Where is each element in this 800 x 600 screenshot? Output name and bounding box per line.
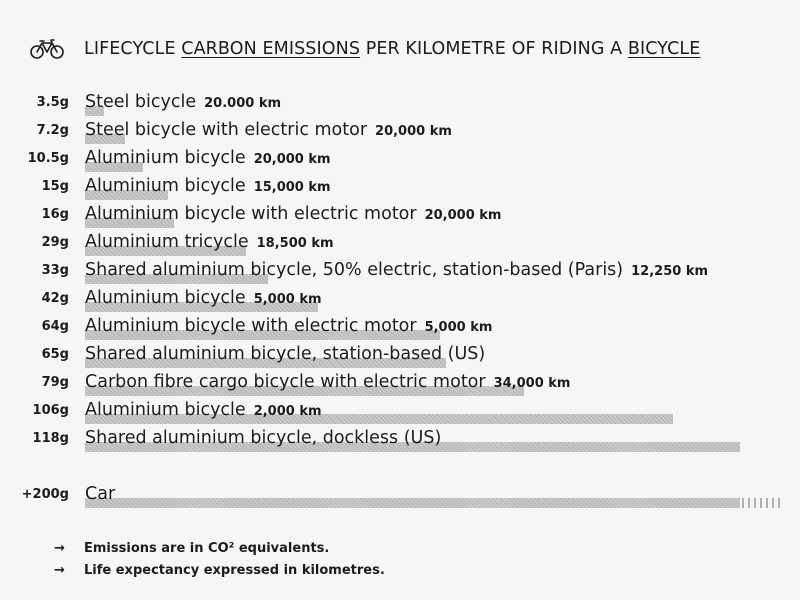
category-label	[85, 176, 331, 196]
bar-row	[0, 428, 800, 456]
category-name: Aluminium bicycle	[85, 176, 246, 196]
category-label	[85, 92, 281, 112]
note-emissions-text: Emissions are in CO² equivalents.	[84, 540, 330, 556]
notes	[54, 537, 385, 581]
bar-row	[0, 232, 800, 260]
value-label: 15g	[41, 179, 69, 194]
category-label	[85, 148, 331, 168]
lifespan-label: 20,000 km	[253, 152, 331, 167]
bar-row	[0, 316, 800, 344]
title-bicycle: BICYCLE	[627, 39, 701, 59]
bar-row	[0, 400, 800, 428]
category-name: Aluminium bicycle with electric motor	[85, 316, 417, 336]
category-name: Aluminium bicycle	[85, 400, 246, 420]
value-label: 3.5g	[36, 95, 69, 110]
category-name: Shared aluminium bicycle, 50% electric, station-based (Paris)	[85, 260, 624, 280]
value-label: 10.5g	[27, 151, 69, 166]
lifespan-label: 20.000 km	[204, 96, 282, 111]
category-name: Shared aluminium bicycle, dockless (US)	[85, 428, 442, 448]
category-name: Aluminium bicycle	[85, 288, 246, 308]
lifespan-label: 5,000 km	[253, 292, 322, 307]
category-label	[85, 120, 452, 140]
category-label	[85, 372, 570, 392]
note-emissions	[54, 537, 385, 559]
value-label: 64g	[41, 319, 69, 334]
category-label	[85, 288, 322, 308]
arrow-right-icon: →	[54, 540, 65, 556]
category-name: Shared aluminium bicycle, station-based (US)	[85, 344, 486, 364]
bar-row	[0, 260, 800, 288]
bar-row	[0, 288, 800, 316]
bar-row	[0, 344, 800, 372]
category-name: Steel bicycle	[85, 92, 197, 112]
category-name: Car	[85, 484, 116, 504]
note-lifespan-text: Life expectancy expressed in kilometres.	[84, 562, 385, 578]
value-label: 33g	[41, 263, 69, 278]
bar-row	[0, 372, 800, 400]
category-label	[85, 428, 441, 448]
category-label	[85, 204, 501, 224]
arrow-right-icon: →	[54, 562, 65, 578]
value-label: 106g	[32, 403, 69, 418]
value-label: +200g	[21, 487, 69, 502]
lifespan-label: 18,500 km	[256, 236, 334, 251]
category-label	[85, 344, 485, 364]
bar-row	[0, 120, 800, 148]
category-label	[85, 484, 115, 504]
bar-row	[0, 176, 800, 204]
lifespan-label: 12,250 km	[631, 264, 709, 279]
value-label: 65g	[41, 347, 69, 362]
category-name: Steel bicycle with electric motor	[85, 120, 368, 140]
lifespan-label: 20,000 km	[424, 208, 502, 223]
lifespan-label: 20,000 km	[375, 124, 452, 139]
category-name: Carbon fibre cargo bicycle with electric motor	[85, 372, 486, 392]
bar-row	[0, 484, 800, 512]
category-name: Aluminium bicycle	[85, 148, 246, 168]
category-label	[85, 260, 708, 280]
bar-row	[0, 92, 800, 120]
value-label: 29g	[41, 235, 69, 250]
note-lifespan	[54, 559, 385, 581]
lifespan-label: 2,000 km	[253, 404, 322, 419]
bar-row	[0, 148, 800, 176]
category-label	[85, 232, 334, 252]
bar-row	[0, 204, 800, 232]
title-text-1: LIFECYCLE	[84, 39, 182, 59]
value-label: 79g	[41, 375, 69, 390]
value-label: 118g	[32, 431, 69, 446]
value-label: 7.2g	[36, 123, 69, 138]
category-label	[85, 400, 322, 420]
lifespan-label: 5,000 km	[424, 320, 493, 335]
lifespan-label: 15,000 km	[253, 180, 331, 195]
value-label: 16g	[41, 207, 69, 222]
value-label: 42g	[41, 291, 69, 306]
bar	[85, 498, 740, 508]
title-carbon-emissions: CARBON EMISSIONS	[181, 39, 361, 59]
category-name: Aluminium bicycle with electric motor	[85, 204, 417, 224]
category-name: Aluminium tricycle	[85, 232, 249, 252]
lifespan-label: 34,000 km	[493, 376, 571, 391]
title-text-2: PER KILOMETRE OF RIDING A	[360, 39, 628, 59]
category-label	[85, 316, 492, 336]
